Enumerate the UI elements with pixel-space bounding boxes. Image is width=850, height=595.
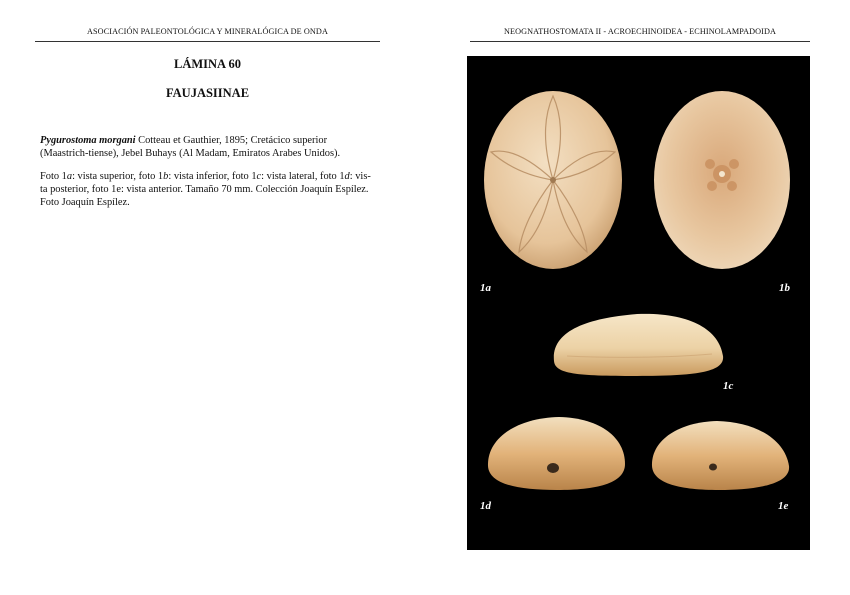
fossil-view-1e xyxy=(652,421,789,490)
plate-title: LÁMINA 60 xyxy=(173,57,242,71)
header-rule-left xyxy=(35,41,380,42)
fossil-view-1c xyxy=(554,314,723,376)
subfamily-heading: FAUJASIINAE xyxy=(165,86,250,100)
fossil-view-1a xyxy=(484,91,622,269)
fossil-view-1d xyxy=(488,417,625,490)
photo-captions xyxy=(40,171,376,209)
figure-label-1e: 1e xyxy=(778,500,789,512)
fossil-illustrations xyxy=(467,56,810,550)
caption-text-b: : vista inferior, foto 1 xyxy=(168,171,257,182)
caption-text-d: : vis-ta posterior, foto 1e: vista anterior. Tamaño 70 mm. Colección Joaquín Espílez. Foto Joaquín Espílez. xyxy=(40,171,371,208)
caption-text-a: : vista superior, foto 1 xyxy=(72,171,164,182)
fossil-plate-photo xyxy=(467,56,810,550)
running-head-left: ASOCIACIÓN PALEONTOLÓGICA Y MINERALÓGICA DE ONDA xyxy=(87,27,328,36)
species-details: Cotteau et Gauthier, 1895; Cretácico superior (Maastrich-tiense), Jebel Buhays (Al Madam, Emiratos Arabes Unidos). xyxy=(40,135,341,159)
species-description xyxy=(40,135,376,161)
figure-label-1a: 1a xyxy=(480,282,491,294)
fossil-view-1b xyxy=(654,91,790,269)
right-page xyxy=(425,0,850,595)
caption-letter-c: c xyxy=(256,171,262,182)
caption-letter-d: d xyxy=(344,171,350,182)
caption-part-1: Foto 1 xyxy=(40,171,67,182)
caption-letter-a: a xyxy=(66,171,73,182)
figure-label-1d: 1d xyxy=(480,500,491,512)
caption-letter-b: b xyxy=(163,171,169,182)
figure-label-1c: 1c xyxy=(723,380,734,392)
species-name: Pygurostoma morgani xyxy=(40,135,136,146)
running-head-right: NEOGNATHOSTOMATA II - ACROECHINOIDEA - ECHINOLAMPADOIDA xyxy=(503,27,777,36)
caption-text-c: : vista lateral, foto 1 xyxy=(261,171,345,182)
header-rule-right xyxy=(470,41,810,42)
figure-label-1b: 1b xyxy=(779,282,790,294)
